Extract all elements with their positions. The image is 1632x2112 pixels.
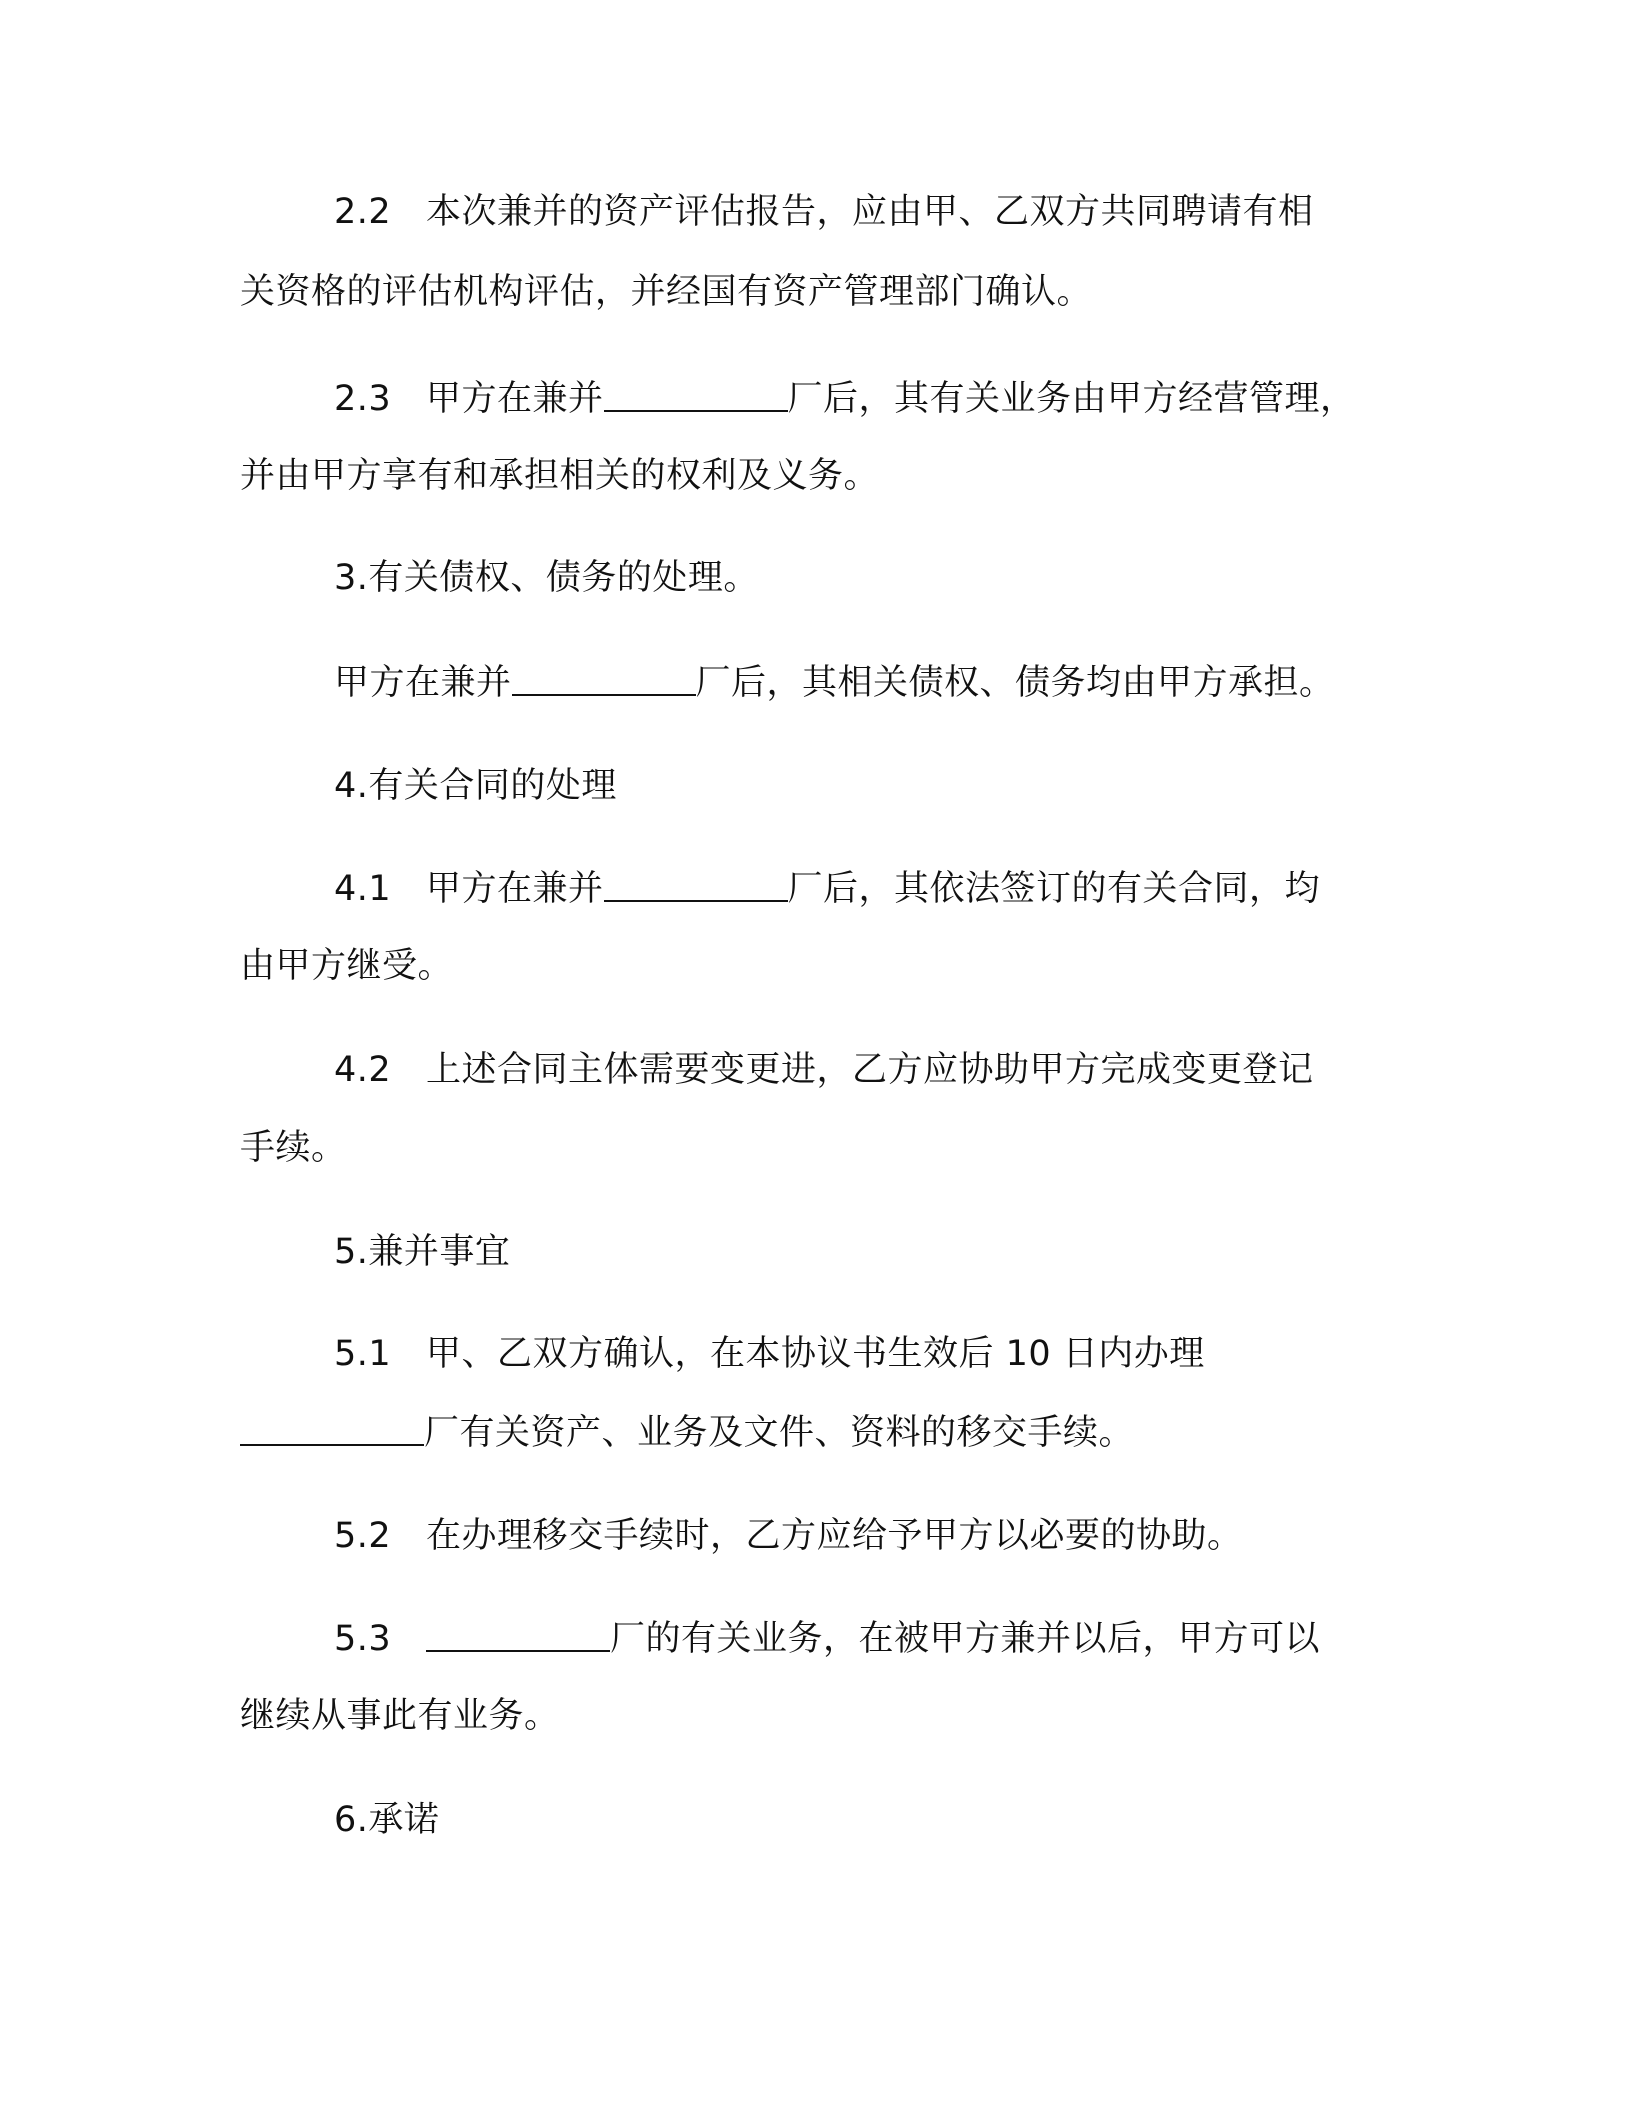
section-5-heading: [334, 1228, 510, 1276]
clause-number: 5.1: [334, 1334, 392, 1374]
section-6-heading: [334, 1796, 439, 1844]
clause-number: 2.3: [334, 379, 392, 419]
blank-underline: [604, 864, 788, 902]
clause-2-3-line-2: [240, 452, 879, 500]
clause-text: 厂的有关业务，在被甲方兼并以后，甲方可以: [610, 1619, 1321, 1659]
clause-number: 2.2: [334, 192, 392, 232]
section-heading: 6.承诺: [334, 1800, 440, 1840]
section-3-heading: [334, 554, 759, 602]
clause-number: 5.3: [334, 1619, 392, 1659]
clause-text: 本次兼并的资产评估报告，应由甲、乙双方共同聘请有相: [426, 192, 1314, 232]
clause-text: 甲方在兼并: [426, 869, 604, 909]
clause-2-2-line-2: [240, 268, 1092, 316]
clause-4-2-line-2: [240, 1124, 347, 1172]
clause-2-2-line-1: [334, 188, 1314, 236]
clause-text: 甲方在兼并: [426, 379, 604, 419]
clause-number: 4.1: [334, 869, 392, 909]
clause-2-3-line-1: [334, 374, 1356, 423]
section-heading: 3.有关债权、债务的处理。: [334, 558, 759, 598]
clause-5-1-line-1: [334, 1330, 1205, 1378]
section-3-body: [334, 658, 1335, 707]
blank-underline: [604, 374, 788, 412]
clause-text: 甲、乙双方确认，在本协议书生效后 10 日内办理: [426, 1334, 1205, 1374]
clause-5-2: [334, 1512, 1243, 1560]
blank-underline: [512, 658, 696, 696]
clause-text: 上述合同主体需要变更进，乙方应协助甲方完成变更登记: [426, 1050, 1314, 1090]
clause-text: 并由甲方享有和承担相关的权利及义务。: [240, 456, 880, 496]
clause-text: 厂有关资产、业务及文件、资料的移交手续。: [424, 1413, 1135, 1453]
clause-5-1-line-2: [240, 1408, 1134, 1457]
clause-4-1-line-1: [334, 864, 1320, 913]
clause-text: 厂后，其相关债权、债务均由甲方承担。: [695, 663, 1335, 703]
clause-text: 在办理移交手续时，乙方应给予甲方以必要的协助。: [426, 1516, 1243, 1556]
section-4-heading: [334, 762, 617, 810]
clause-4-2-line-1: [334, 1046, 1314, 1094]
clause-text: 厂后，其有关业务由甲方经营管理，: [787, 379, 1356, 419]
clause-text: 由甲方继受。: [240, 946, 454, 986]
clause-5-3-line-1: [334, 1614, 1320, 1663]
section-heading: 5.兼并事宜: [334, 1232, 511, 1272]
clause-text: 关资格的评估机构评估，并经国有资产管理部门确认。: [240, 272, 1093, 312]
blank-underline: [240, 1408, 424, 1446]
clause-number: 4.2: [334, 1050, 392, 1090]
clause-5-3-line-2: [240, 1692, 560, 1740]
clause-number: 5.2: [334, 1516, 392, 1556]
clause-text: 继续从事此有业务。: [240, 1696, 560, 1736]
blank-underline: [426, 1614, 610, 1652]
section-heading: 4.有关合同的处理: [334, 766, 617, 806]
clause-text: 手续。: [240, 1128, 347, 1168]
clause-4-1-line-2: [240, 942, 453, 990]
clause-text: 厂后，其依法签订的有关合同，均: [787, 869, 1321, 909]
clause-text: 甲方在兼并: [334, 663, 512, 703]
